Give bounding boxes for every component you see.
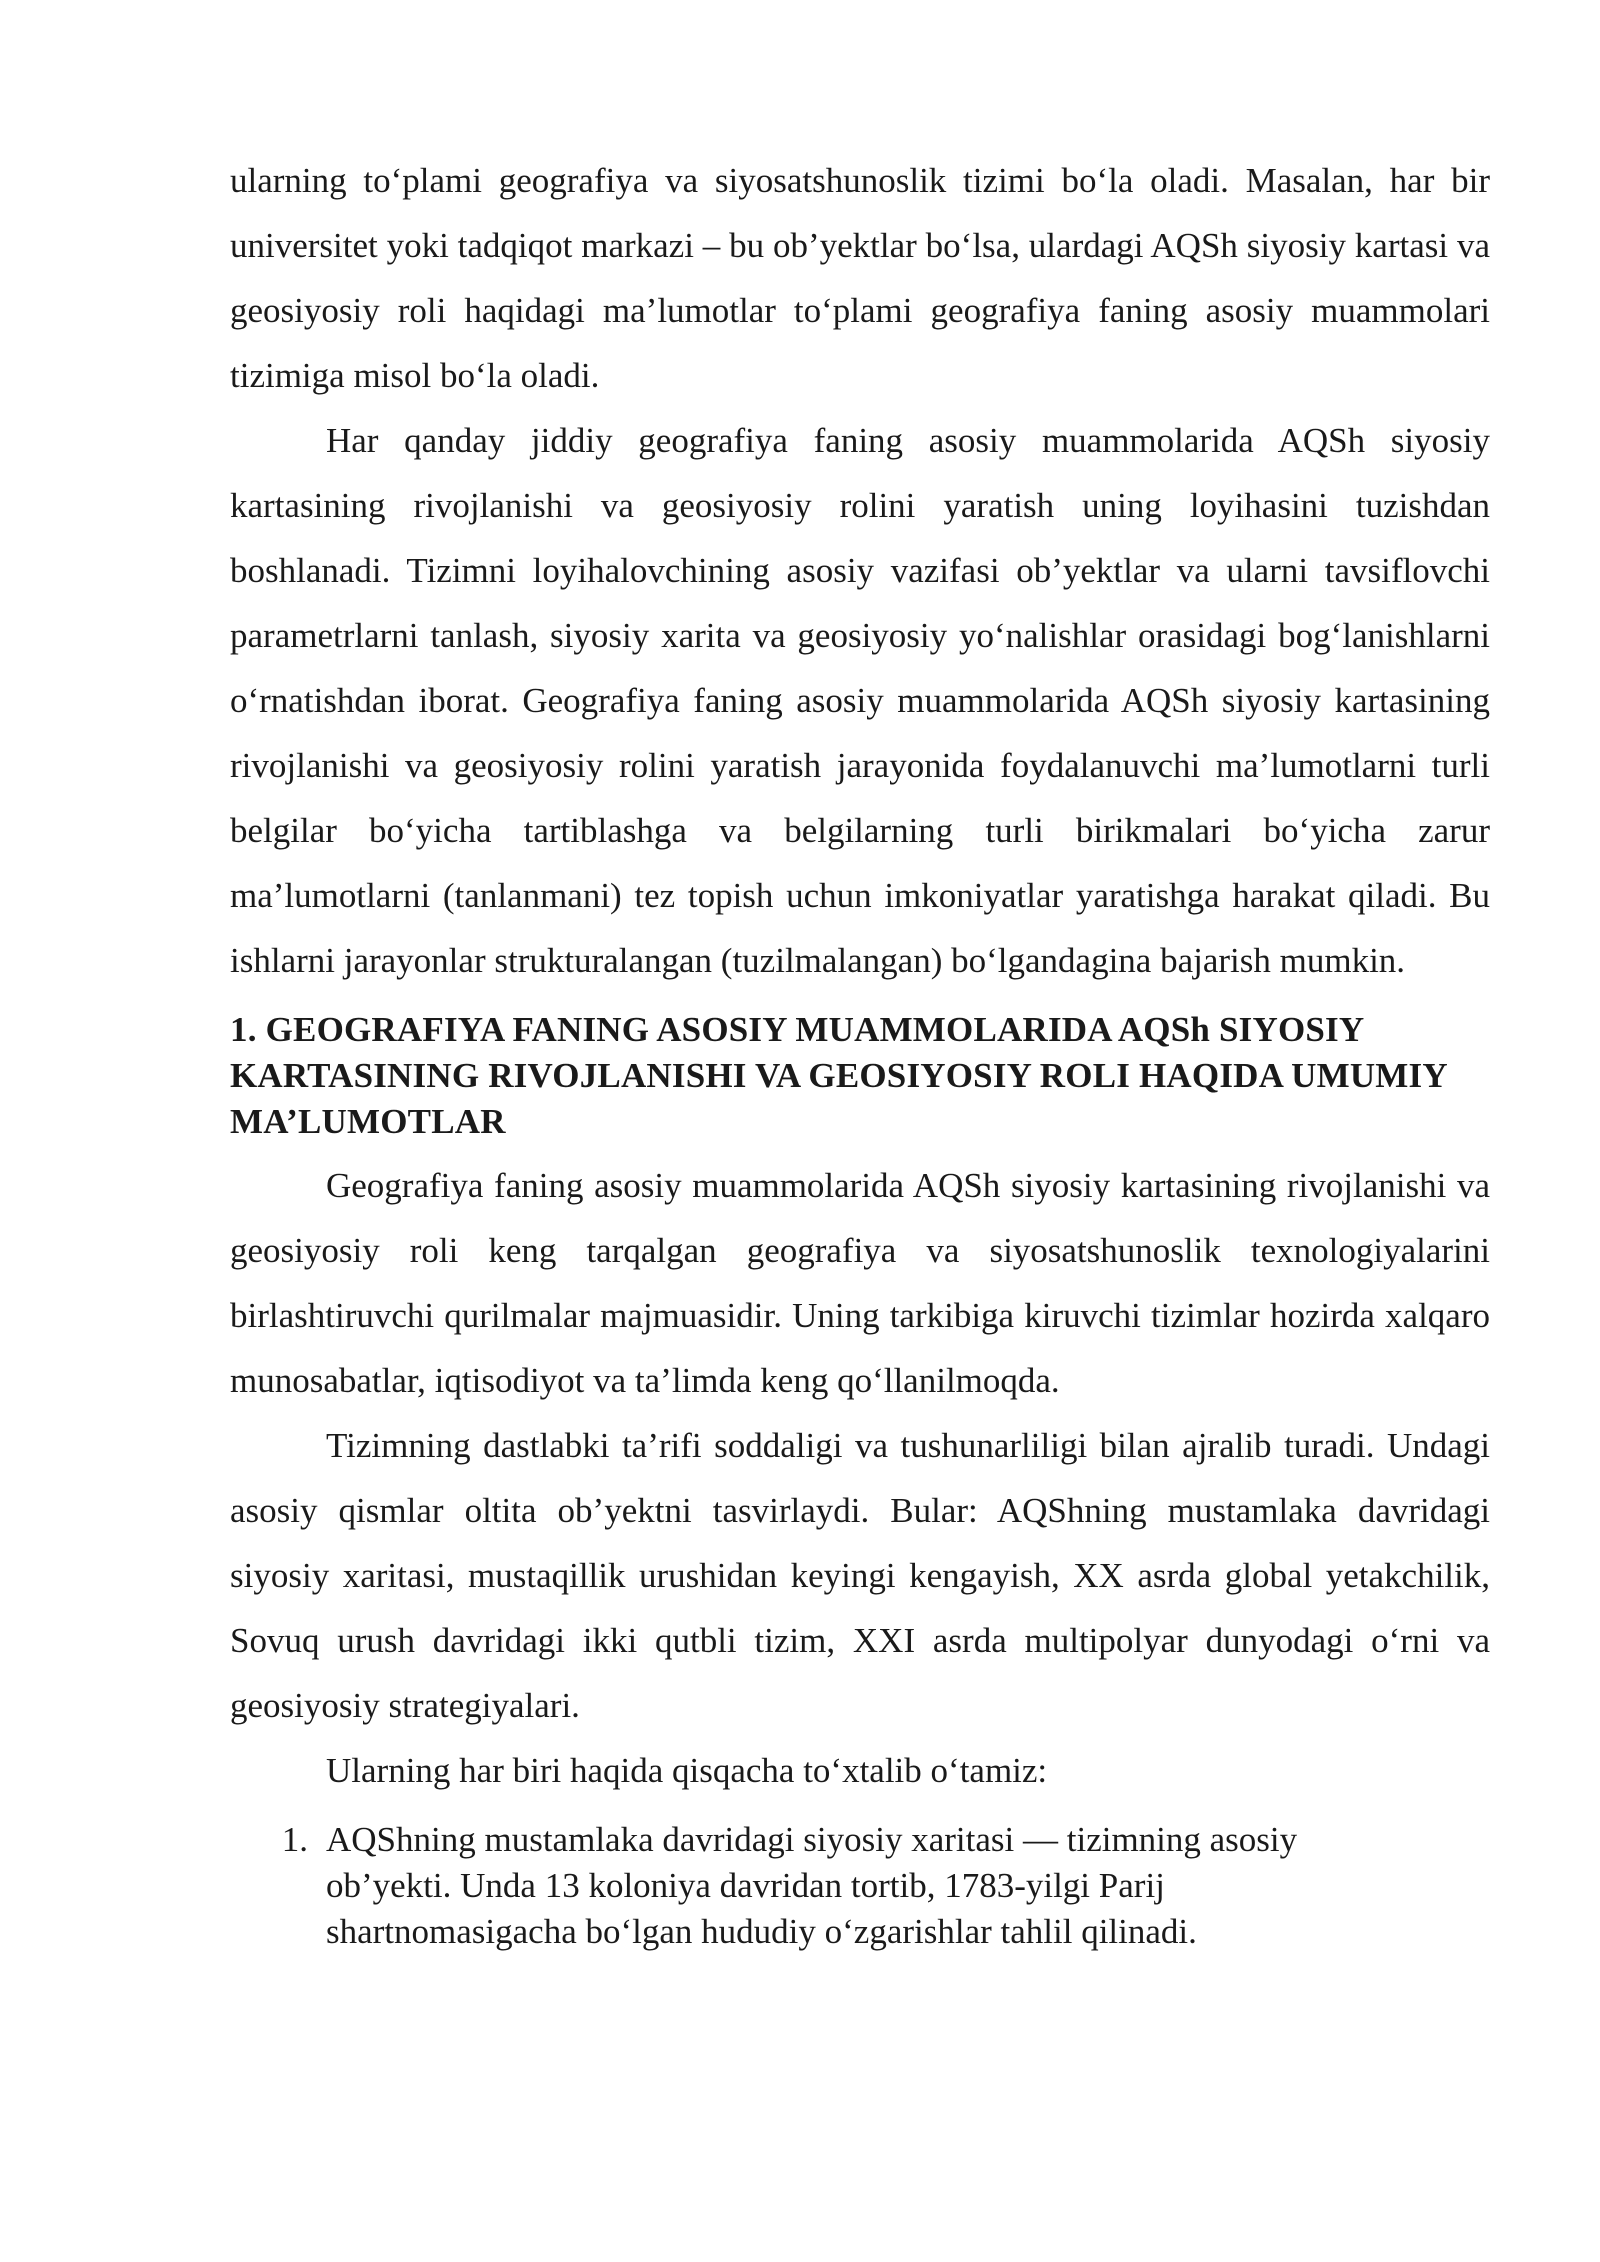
list-item — [230, 1817, 1490, 1955]
section-heading: 1. GEOGRAFIYA FANING ASOSIY MUAMMOLARIDA AQSh SIYOSIY KARTASINING RIVOJLANISHI VA GEOSIYOSIY ROLI HAQIDA UMUMIY MA’LUMOTLAR — [230, 1010, 1447, 1141]
list-item-text: AQShning mustamlaka davridagi siyosiy xaritasi — tizimning asosiy ob’yekti. Unda 13 koloniya davridan tortib, 1783-yilgi Parij shartnomasigacha bo‘lgan hududiy o‘zgarishlar tahlil qilinadi. — [326, 1820, 1298, 1951]
numbered-list — [230, 1817, 1490, 1955]
body-paragraph: Tizimning dastlabki ta’rifi soddaligi va tushunarliligi bilan ajralib turadi. Undagi asosiy qismlar oltita ob’yektni tasvirlaydi. Bular: AQShning mustamlaka davridagi siyosiy xaritasi, mustaqillik urushidan keyingi kengayish, XX asrda global yetakchilik, Sovuq urush davridagi ikki qutbli tizim, XXI asrda multipolyar dunyodagi o‘rni va geosiyosiy strategiyalari. — [230, 1426, 1490, 1725]
body-paragraph-continued: ularning to‘plami geografiya va siyosatshunoslik tizimi bo‘la oladi. Masalan, har bir universitet yoki tadqiqot markazi – bu ob’yektlar bo‘lsa, ulardagi AQSh siyosiy kartasi va geosiyosiy roli haqidagi ma’lumotlar to‘plami geografiya faning asosiy muammolari tizimiga misol bo‘la oladi. — [230, 161, 1490, 395]
body-paragraph: Har qanday jiddiy geografiya faning asosiy muammolarida AQSh siyosiy kartasining rivojlanishi va geosiyosiy rolini yaratish uning loyihasini tuzishdan boshlanadi. Tizimni loyihalovchining asosiy vazifasi ob’yektlar va ularni tavsiflovchi parametrlarni tanlash, siyosiy xarita va geosiyosiy yo‘nalishlar orasidagi bog‘lanishlarni o‘rnatishdan iborat. Geografiya faning asosiy muammolarida AQSh siyosiy kartasining rivojlanishi va geosiyosiy rolini yaratish jarayonida foydalanuvchi ma’lumotlarni turli belgilar bo‘yicha tartiblashga va belgilarning turli birikmalari bo‘yicha zarur ma’lumotlarni (tanlanmani) tez topish uchun imkoniyatlar yaratishga harakat qiladi. Bu ishlarni jarayonlar strukturalangan (tuzilmalangan) bo‘lgandagina bajarish mumkin. — [230, 421, 1490, 980]
body-paragraph: Geografiya faning asosiy muammolarida AQSh siyosiy kartasining rivojlanishi va geosiyosiy roli keng tarqalgan geografiya va siyosatshunoslik texnologiyalarini birlashtiruvchi qurilmalar majmuasidir. Uning tarkibiga kiruvchi tizimlar hozirda xalqaro munosabatlar, iqtisodiyot va ta’limda keng qo‘llanilmoqda. — [230, 1166, 1490, 1400]
document-page — [230, 148, 1490, 1955]
body-paragraph-intro: Ularning har biri haqida qisqacha to‘xtalib o‘tamiz: — [326, 1751, 1048, 1790]
list-item-number: 1. — [281, 1820, 308, 1859]
